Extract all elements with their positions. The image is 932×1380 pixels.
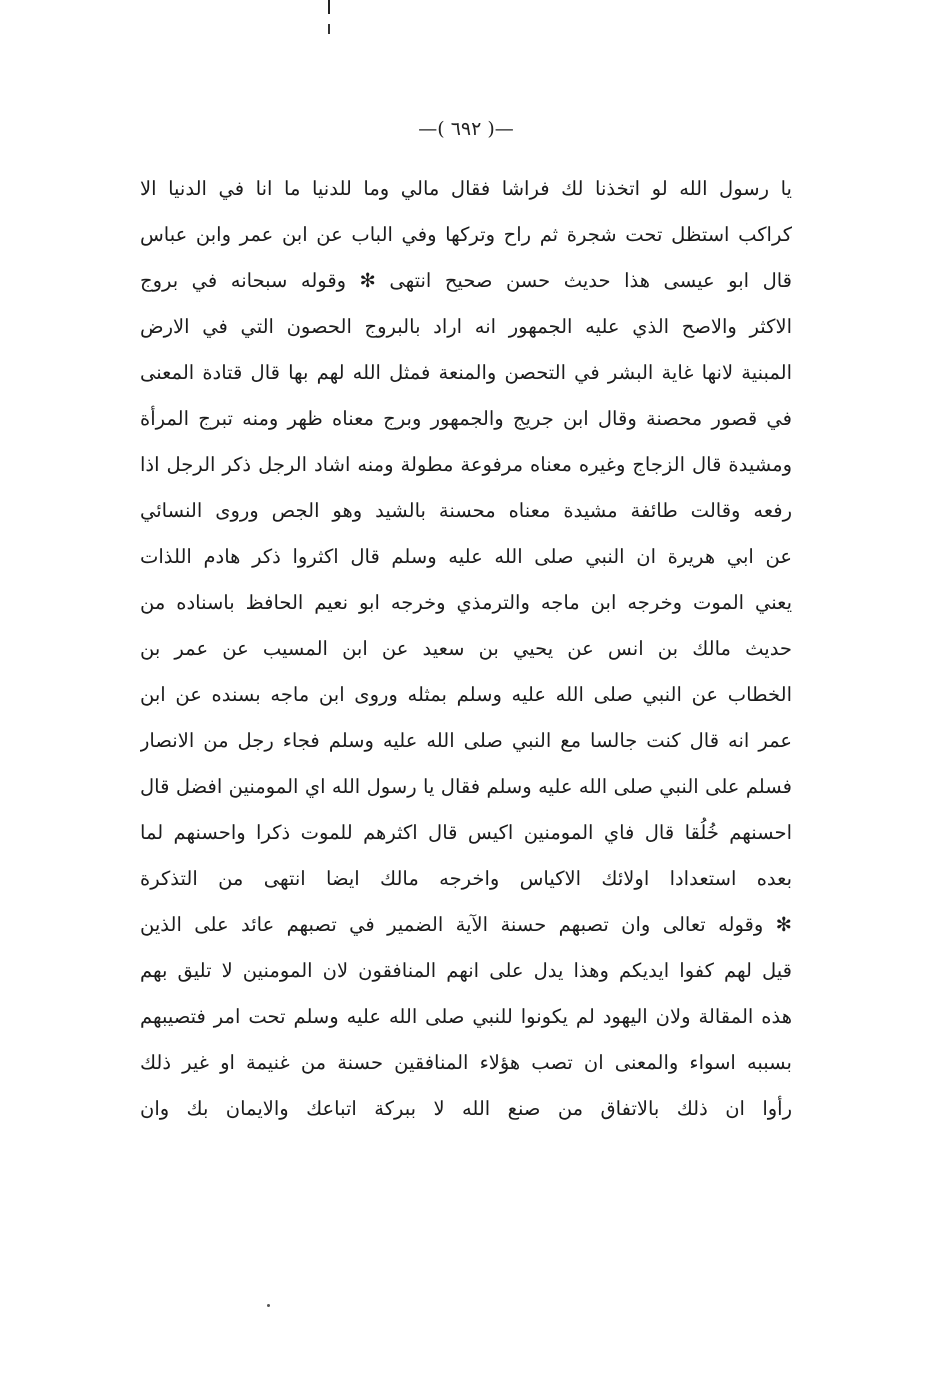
binding-mark-dot <box>328 24 330 34</box>
binding-mark <box>324 0 336 40</box>
text-line: الاكثر والاصح الذي عليه الجمهور انه اراد بالبروج الحصون التي في الارض <box>140 315 792 338</box>
text-line: كراكب استظل تحت شجرة ثم راح وتركها وفي الباب عن ابن عمر وابن عباس <box>140 223 792 246</box>
page-number: —( ٦٩٢ )— <box>418 118 514 140</box>
text-line: احسنهم خُلُقا قال فاي المومنين اكيس قال اكثرهم للموت ذكرا واحسنهم لما <box>140 821 792 844</box>
text-line: قيل لهم كفوا ايديكم وهذا يدل على انهم المنافقون لان المومنين لا تليق بهم <box>140 959 792 982</box>
text-line: حديث مالك بن انس عن يحيي بن سعيد عن ابن المسيب عن عمر بن <box>140 637 792 660</box>
text-line: ✻ وقوله تعالى وان تصبهم حسنة الآية الضمير في تصبهم عائد على الذين <box>140 913 792 936</box>
binding-mark-bar <box>328 0 330 14</box>
text-line: الخطاب عن النبي صلى الله عليه وسلم بمثله وروى ابن ماجه بسنده عن ابن <box>140 683 792 706</box>
text-line: يا رسول الله لو اتخذنا لك فراشا فقال مالي وما للدنيا ما انا في الدنيا الا <box>140 177 792 200</box>
body-text <box>140 166 792 1132</box>
text-line: عن ابي هريرة ان النبي صلى الله عليه وسلم قال اكثروا ذكر هادم اللذات <box>140 545 792 568</box>
text-line: رأوا ان ذلك بالاتفاق من صنع الله لا ببركة اتباعك والايمان بك وان <box>140 1097 792 1120</box>
text-line: هذه المقالة ولان اليهود لم يكونوا للنبي صلى الله عليه وسلم تحت امر فتصيبهم <box>140 1005 792 1028</box>
text-line: قال ابو عيسى هذا حديث حسن صحيح انتهى ✻ وقوله سبحانه في بروج <box>140 269 792 292</box>
text-line: ومشيدة قال الزجاج وغيره معناه مرفوعة مطولة ومنه اشاد الرجل ذكر الرجل اذا <box>140 453 792 476</box>
text-line: بعده استعدادا اولائك الاكياس واخرجه مالك ايضا انتهى من التذكرة <box>140 867 792 890</box>
text-line: فسلم على النبي صلى الله عليه وسلم فقال يا رسول الله اي المومنين افضل قال <box>140 775 792 798</box>
text-line: المبنية لانها غاية البشر في التحصن والمنعة فمثل الله لهم بها قال قتادة المعنى <box>140 361 792 384</box>
text-line: في قصور محصنة وقال ابن جريج والجمهور وبرج معناه ظهر ومنه تبرج المرأة <box>140 407 792 430</box>
scan-speck <box>267 1304 270 1307</box>
text-line: رفعه وقالت طائفة مشيدة معناه محسنة بالشيد وهو الجص وروى النسائي <box>140 499 792 522</box>
text-line: بسببه اسواء والمعنى ان تصب هؤلاء المنافقين حسنة من غنيمة او غير ذلك <box>140 1051 792 1074</box>
text-line: عمر انه قال كنت جالسا مع النبي صلى الله عليه وسلم فجاء رجل من الانصار <box>140 729 792 752</box>
text-line: يعني الموت وخرجه ابن ماجه والترمذي وخرجه ابو نعيم الحافظ باسناده من <box>140 591 792 614</box>
